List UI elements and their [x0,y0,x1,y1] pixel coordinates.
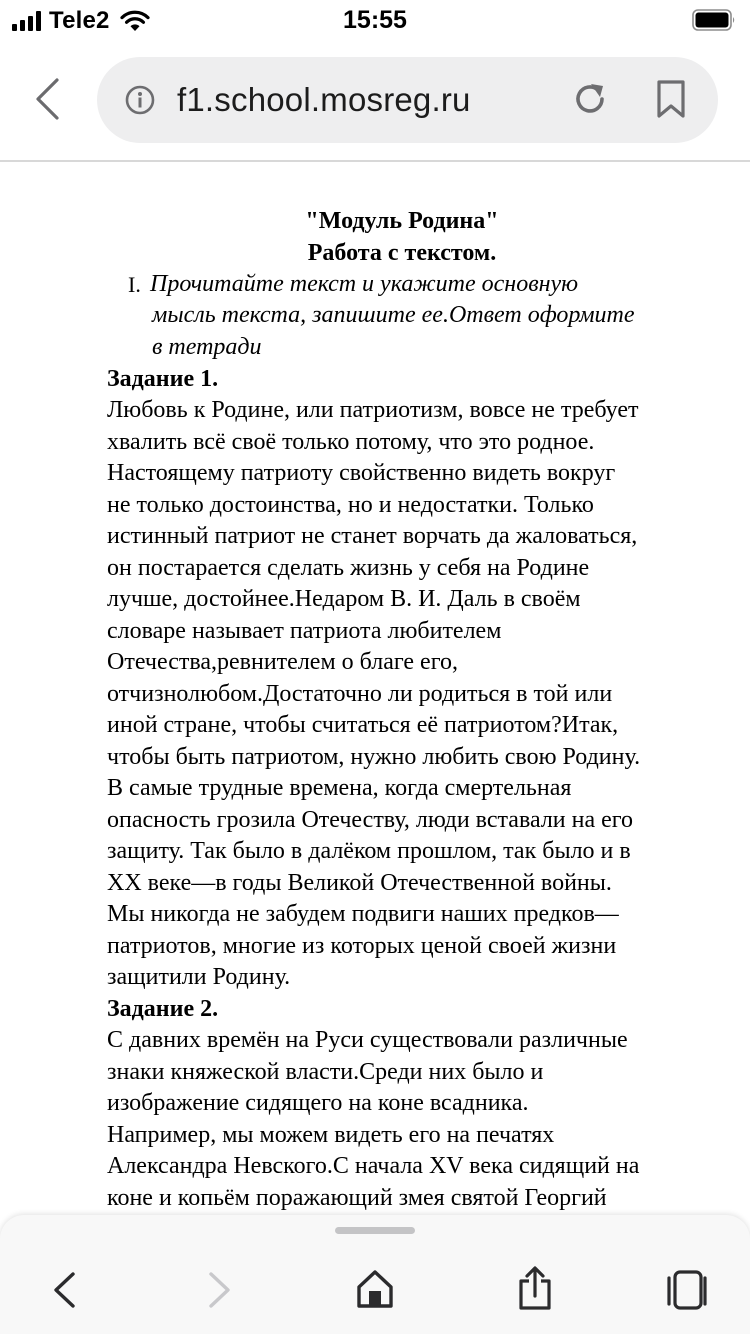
address-bar[interactable] [97,57,718,143]
task-1-line: Мы никогда не забудем подвиги наших предков— [107,901,619,927]
task-1-line: хвалить всё своё только потому, что это родное. [107,429,595,455]
tabs-icon[interactable] [666,1270,708,1310]
instruction-number: I. [128,272,141,297]
task-1-line: патриотов, многие из которых ценой своей жизни [107,933,617,959]
task-2-line: знаки княжеской власти.Среди них было и [107,1059,544,1085]
header-back-icon[interactable] [34,78,60,120]
instruction-line: Прочитайте текст и укажите основную [150,271,579,297]
task-1-line: словаре называет патриота любителем [107,618,502,644]
document-page [0,170,750,1215]
task-1-line: отчизнолюбом.Достаточно ли родиться в той или [107,681,613,707]
task-1-line: защиту. Так было в далёком прошлом, так было и в [107,838,631,864]
clock: 15:55 [343,6,407,34]
task-1-line: Любовь к Родине, или патриотизм, вовсе не требует [107,397,639,423]
bookmark-icon[interactable] [655,79,687,119]
reload-icon[interactable] [571,80,609,118]
info-icon[interactable] [125,85,155,115]
battery-icon [692,9,736,31]
back-icon[interactable] [52,1271,76,1309]
task-1-line: лучше, достойнее.Недаром В. И. Даль в своём [107,586,581,612]
task-1-line: защитили Родину. [107,964,291,990]
carrier-name: Tele2 [49,7,110,34]
task-1-line: XX веке—в годы Великой Отечественной войны. [107,870,612,896]
home-icon[interactable] [356,1269,394,1309]
task-1-line: чтобы быть патриотом, нужно любить свою Родину. [107,744,641,770]
bottom-toolbar [0,1215,750,1334]
task-2-line: Александра Невского.С начала XV века сидящий на [107,1153,640,1179]
task-2-line: изображение сидящего на коне всадника. [107,1090,529,1116]
header-divider [0,160,750,162]
url-text[interactable]: f1.school.mosreg.ru [177,81,471,118]
status-bar [0,0,750,44]
task-1-line: Настоящему патриоту свойственно видеть вокруг [107,460,616,486]
instruction-line: в тетради [152,334,262,360]
task-2-line: коне и копьём поражающий змея святой Георгий [107,1185,607,1211]
document-subtitle: Работа с текстом. [307,240,497,266]
task-1-line: не только достоинства, но и недостатки. Только [107,492,594,518]
document-title: "Модуль Родина" [305,208,499,234]
instruction-line: мысль текста, запишите ее.Ответ оформите [152,302,635,328]
task-1-line: В самые трудные времена, когда смертельная [107,775,572,801]
share-icon[interactable] [516,1265,554,1311]
task-1-line: он постарается сделать жизнь у себя на Родине [107,555,590,581]
task-2-title: Задание 2. [107,996,219,1022]
task-1-line: истинный патриот не станет ворчать да жаловаться, [107,523,638,549]
task-1-line: иной стране, чтобы считаться её патриотом?Итак, [107,712,619,738]
toolbar-grabber-handle[interactable] [335,1227,415,1234]
task-1-line: опасность грозила Отечеству, люди вставали на его [107,807,634,833]
task-2-line: С давних времён на Руси существовали различные [107,1027,628,1053]
task-1-title: Задание 1. [107,366,219,392]
task-1-line: Отечества,ревнителем о благе его, [107,649,458,675]
forward-icon[interactable] [208,1271,232,1309]
task-2-line: Например, мы можем видеть его на печатях [107,1122,555,1148]
